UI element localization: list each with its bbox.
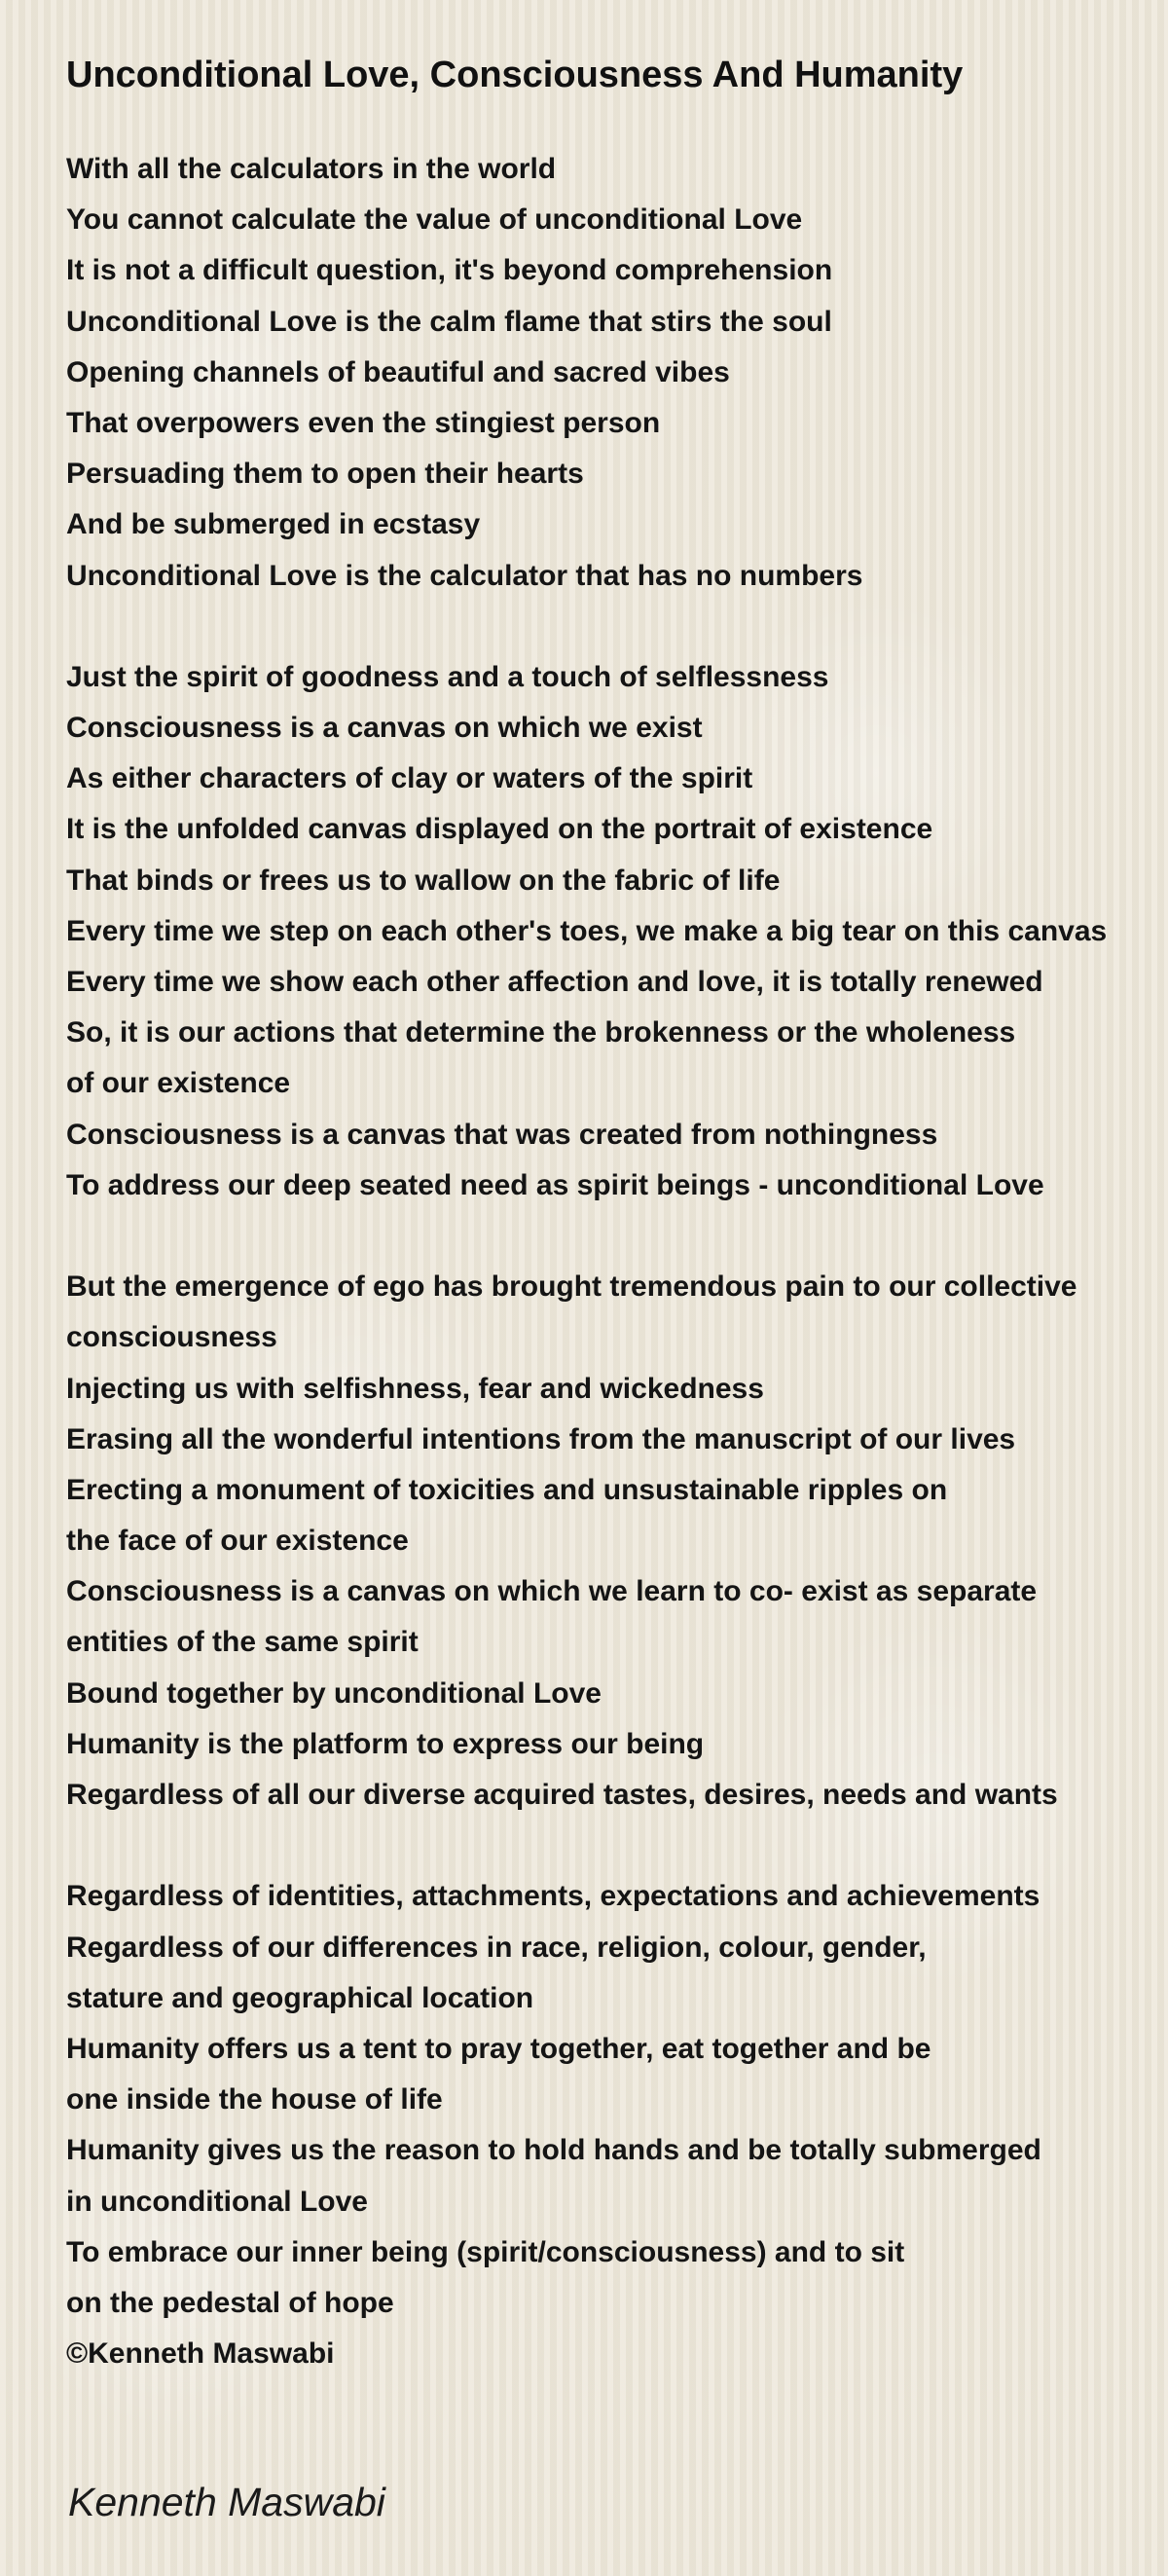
poem-line: But the emergence of ego has brought tremendous pain to our collective [66, 1270, 1077, 1304]
poem-line: Bound together by unconditional Love [66, 1676, 602, 1710]
poem-line: Injecting us with selfishness, fear and wickedness [66, 1372, 764, 1405]
poem-title: Unconditional Love, Consciousness And Humanity [66, 55, 964, 95]
poem-line: Just the spirit of goodness and a touch of selflessness [66, 660, 829, 693]
poem-line: That overpowers even the stingiest person [66, 406, 661, 439]
poem-line: Consciousness is a canvas on which we exist [66, 712, 703, 745]
poem-line: of our existence [66, 1067, 291, 1100]
poem-line: Regardless of our differences in race, religion, colour, gender, [66, 1931, 927, 1964]
poem-line: Humanity offers us a tent to pray together, eat together and be [66, 2032, 931, 2065]
poem-line: It is not a difficult question, it's beyond comprehension [66, 254, 833, 287]
poem-line: To address our deep seated need as spirit beings - unconditional Love [66, 1168, 1044, 1201]
poem-line: With all the calculators in the world [66, 153, 557, 185]
poem-line: stature and geographical location [66, 1981, 534, 2014]
author-signature: Kenneth Maswabi [68, 2480, 385, 2524]
poem-line: To embrace our inner being (spirit/consciousness) and to sit [66, 2235, 905, 2268]
poem-line: one inside the house of life [66, 2083, 443, 2116]
poem-line: It is the unfolded canvas displayed on the portrait of existence [66, 813, 933, 846]
poem-line: ©Kenneth Maswabi [66, 2337, 335, 2371]
poem-line: Consciousness is a canvas that was created from nothingness [66, 1118, 938, 1151]
poem-line: So, it is our actions that determine the brokenness or the wholeness [66, 1016, 1016, 1049]
poem-line: Regardless of identities, attachments, expectations and achievements [66, 1880, 1040, 1913]
poem-stanza [66, 652, 1168, 1211]
poem-line: Unconditional Love is the calm flame that stirs the soul [66, 305, 832, 338]
poem-stanza [66, 1262, 1168, 1821]
poem-stanza [66, 1871, 1168, 2379]
poem-line: Humanity is the platform to express our being [66, 1727, 705, 1760]
poem-line: You cannot calculate the value of unconditional Love [66, 203, 803, 237]
poem-line: Consciousness is a canvas on which we learn to co- exist as separate [66, 1575, 1038, 1608]
poem-line: on the pedestal of hope [66, 2286, 394, 2319]
poem-line: Erasing all the wonderful intentions from the manuscript of our lives [66, 1422, 1016, 1455]
poem-line: And be submerged in ecstasy [66, 508, 481, 541]
poem-line: Regardless of all our diverse acquired tastes, desires, needs and wants [66, 1779, 1058, 1811]
poem-line: the face of our existence [66, 1525, 409, 1558]
poem-line: That binds or frees us to wallow on the fabric of life [66, 864, 781, 897]
poem-line: Persuading them to open their hearts [66, 458, 584, 491]
poem-line: As either characters of clay or waters of the spirit [66, 762, 753, 795]
poem-line: Opening channels of beautiful and sacred vibes [66, 355, 730, 388]
poem-body [66, 144, 1168, 2379]
poem-line: Unconditional Love is the calculator that has no numbers [66, 559, 863, 592]
poem-line: in unconditional Love [66, 2185, 368, 2218]
poem-stanza [66, 144, 1168, 602]
poem-line: Erecting a monument of toxicities and unsustainable ripples on [66, 1473, 948, 1506]
poem-line: consciousness [66, 1321, 277, 1354]
poem-line: Every time we step on each other's toes, we make a big tear on this canvas [66, 914, 1108, 947]
poem-line: entities of the same spirit [66, 1626, 419, 1659]
poem-line: Humanity gives us the reason to hold hands and be totally submerged [66, 2134, 1041, 2167]
poem-line: Every time we show each other affection and love, it is totally renewed [66, 966, 1043, 998]
